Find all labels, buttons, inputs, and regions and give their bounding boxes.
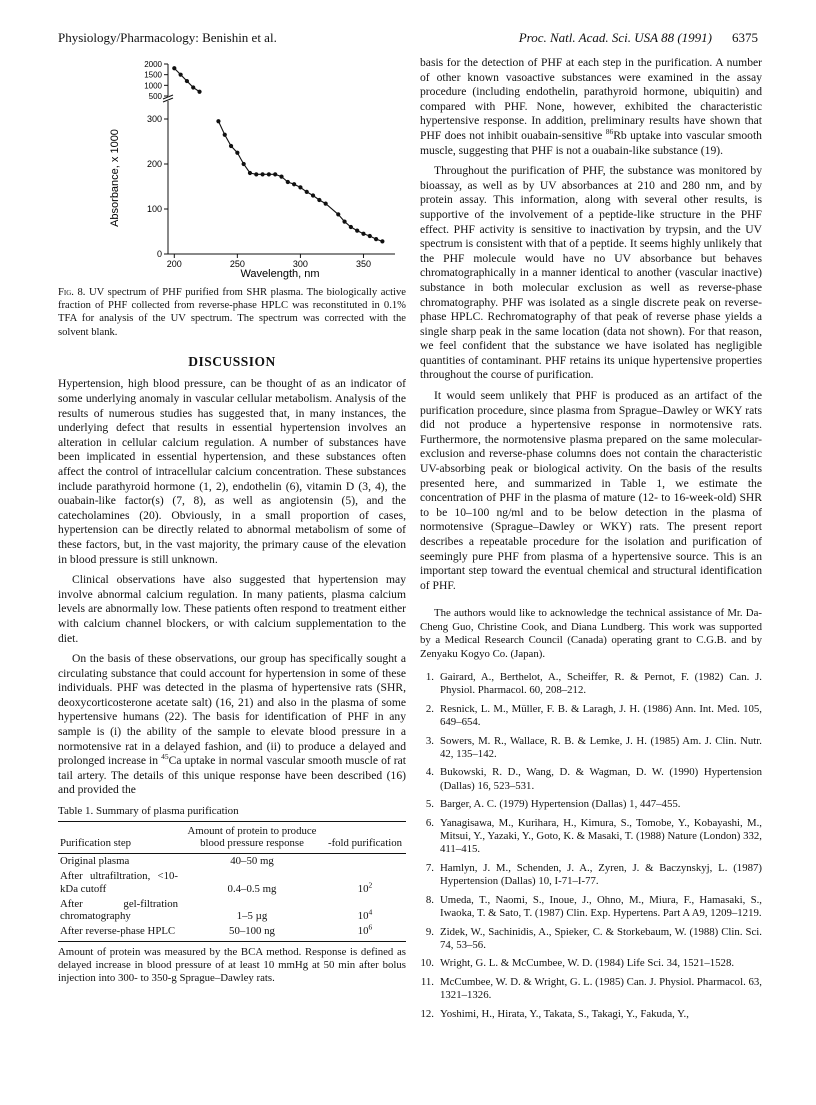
reference-item: 9. Zidek, W., Sachinidis, A., Spieker, C. & Storkebaum, W. (1988) Clin. Sci. 74, 53–56. <box>425 925 762 951</box>
y-tick-label: 1000 <box>144 81 162 91</box>
x-tick-label: 250 <box>229 259 245 269</box>
x-tick-label: 350 <box>355 259 371 269</box>
reference-item: 4. Bukowski, R. D., Wang, D. & Wagman, D. W. (1990) Hypertension (Dallas) 16, 523–531. <box>425 766 762 792</box>
reference-item: 12. Yoshimi, H., Hirata, Y., Takata, S., Takagi, Y., Fakuda, Y., <box>420 1007 689 1020</box>
data-point <box>317 198 321 202</box>
data-point <box>191 85 195 89</box>
figure-label: Fig. 8. <box>58 287 86 298</box>
reference-item: 8. Umeda, T., Naomi, S., Inoue, J., Ohno, M., Miura, F., Hamasaki, S., Iwaoka, T. & Sato, T. (1987) Clin. Exp. Hypertens. Part A A9, 1209–1219. <box>425 893 762 920</box>
data-point <box>286 180 290 184</box>
reference-item: 11. McCumbee, W. D. & Wright, G. L. (1985) Can. J. Physiol. Pharmacol. 63, 1321–1326. <box>420 975 762 1002</box>
data-point <box>197 90 201 94</box>
table-header-step: Purification step <box>58 821 180 854</box>
x-axis-label: Wavelength, nm <box>240 268 320 280</box>
reference-item: 1. Gairard, A., Berthelot, A., Scheiffer, R. & Pernot, F. (1982) Can. J. Physiol. Pharmacol. 60, 208–212. <box>425 671 762 697</box>
data-point <box>248 171 252 175</box>
x-tick-label: 300 <box>292 259 308 269</box>
data-point <box>380 239 384 243</box>
figure-8 <box>58 56 406 282</box>
purification-table <box>58 821 406 942</box>
figure-caption-text: UV spectrum of PHF purified from SHR plasma. The biologically active fraction of PHF collected from reverse-phase HPLC was reconstituted in 0.1% TFA for analysis of the UV spectrum. The spectrum was corrected with the solvent blank. <box>58 287 406 338</box>
data-point <box>342 220 346 224</box>
data-point <box>216 119 220 123</box>
data-point <box>185 79 189 83</box>
table-row: After ultrafiltration, <10-kDa cutoff 0.4–0.5 mg $10^2$ <box>60 870 373 895</box>
data-point <box>305 190 309 194</box>
data-point <box>223 133 227 137</box>
discussion-paragraph-1: Hypertension, high blood pressure, can be thought of as an indicator of some underlying anomaly in vascular cellular metabolism. Analysis of the results of numerous studies has suggested that, in many instances, the underlying defect that results in essential hypertension involves an alteration in cellular calcium regulation. A number of substances have been implicated in essential hypertension, and these substances often affect the control of intracellular calcium concentration. These substances include parathyroid hormone (1, 2), endothelin (6), vitamin D (3, 4), the ouabain-like factor(s) (7, 8), as well as angiotensin (5), and the catecholamines (20). Obviously, in a small proportion of cases, hypertension can be directly related to abnormal metabolism of some of these factors, but, in the vast majority, the primary cause of the elevation in blood pressure is still unknown. <box>58 377 406 566</box>
data-point <box>279 175 283 179</box>
data-point <box>349 225 353 229</box>
data-point <box>292 182 296 186</box>
table-header-fold: -fold purification <box>324 821 406 854</box>
table-header-amount: Amount of protein to produce blood pressure response <box>180 821 324 854</box>
data-point <box>242 162 246 166</box>
y-tick-label: 0 <box>156 249 162 259</box>
right-column <box>420 56 762 1026</box>
discussion-paragraph-5: Throughout the purification of PHF, the substance was monitored by bioassay, as well as by UV absorbances at 210 and 280 nm, and by protein assay. This information, along with several other results, is supportive of the involvement of a peptide-like structure in the PHF effect. PHF activity is sensitive to inactivation by trypsin, and the UV spectrum is consistent with that of a peptide. It seems highly unlikely that the PHF molecule would have no UV absorbance but behaves chromatographically in a manner identical to another (vascular inactive) substance in both molecular exclusion as well as reverse-phase chromatography. PHF was isolated as a single discrete peak on reverse-phase HPLC. Rechromatography of that peak of reverse phase yields a single sharp peak in the same location (data not shown). For that reason, we feel confident that the substance we have isolated has negligible quantities of contaminant. PHF retains its unique hypertensive properties throughout the course of purification. <box>420 164 762 382</box>
data-point <box>179 73 183 77</box>
y-tick-label: 100 <box>146 204 162 214</box>
acknowledgment: The authors would like to acknowledge the technical assistance of Mr. Da-Cheng Guo, Christine Cook, and Diana Lundberg. This work was supported by a Medical Research Council (Canada) operating grant to C.G.B. and by Zenyaku Kogyo Co. (Japan). <box>420 607 762 660</box>
data-point <box>368 234 372 238</box>
data-point <box>374 237 378 241</box>
table-row: Original plasma 40–50 mg <box>60 855 274 868</box>
data-point <box>311 193 315 197</box>
running-head-left: Physiology/Pharmacology: Benishin et al. <box>58 30 277 45</box>
discussion-paragraph-4: basis for the detection of PHF at each step in the purification. A number of other known vasoactive substances were examined in the assay procedure (including endothelin, parathyroid hormone, ubiquitin) and compared with PHF. None, however, exhibited the characteristic hypertensive response. In addition, preliminary results have shown that PHF does not inhibit ouabain-sensitive $^{86}$Rb uptake into vascular smooth muscle, suggesting that PHF is not a ouabain-like substance (19). <box>420 56 762 157</box>
data-point <box>336 212 340 216</box>
data-point <box>361 232 365 236</box>
data-point <box>355 229 359 233</box>
uv-spectrum-chart <box>58 56 406 282</box>
data-point <box>172 66 176 70</box>
running-head-right <box>519 30 758 46</box>
reference-item: 7. Hamlyn, J. M., Schenden, J. A., Zyren, J. & Baczynskyj, L. (1987) Hypertension (Dallas) 10, I-71–I-77. <box>425 861 762 888</box>
data-point <box>267 172 271 176</box>
reference-list <box>420 671 762 1021</box>
data-point <box>324 202 328 206</box>
y-tick-label: 2000 <box>144 60 162 69</box>
reference-item: 5. Barger, A. C. (1979) Hypertension (Dallas) 1, 447–455. <box>425 798 681 811</box>
data-point <box>260 172 264 176</box>
data-point <box>254 172 258 176</box>
spectrum-line <box>218 121 382 241</box>
table-row: After gel-filtration chromatography 1–5 µg $10^4$ <box>60 897 373 923</box>
reference-item: 10. Wright, G. L. & McCumbee, W. D. (1984) Life Sci. 34, 1521–1528. <box>420 957 735 970</box>
figure-caption <box>58 286 406 339</box>
table-footnote: Amount of protein was measured by the BCA method. Response is defined as delayed increase in blood pressure of at least 10 mmHg at 50 min after bolus injection into 300- to 350-g Sprague–Dawley rats. <box>58 946 406 985</box>
journal-citation: Proc. Natl. Acad. Sci. USA 88 (1991) <box>518 30 712 45</box>
page-number: 6375 <box>732 30 758 45</box>
discussion-paragraph-3: On the basis of these observations, our group has specifically sought a circulating substance that could account for hypertension in some of these individuals. PHF was detected in the plasma of hypertensive rats (SHR, deoxycorticosterone acetate salt) (16, 21) and also in the plasma of some hypertensive humans (22). The basis for identification of PHF in any sample is (i) the ability of the sample to elevate blood pressure in a normotensive rat in a delayed fashion, and (ii) to produce a delayed and prolonged increase in $^{45}$Ca uptake in normal vascular smooth muscle of rat tail artery. The details of this unique response have been described (16) and provided the <box>58 652 406 797</box>
running-head <box>58 30 758 50</box>
discussion-heading: DISCUSSION <box>188 353 276 369</box>
table-row: After reverse-phase HPLC 50–100 ng $10^6$ <box>58 924 406 941</box>
y-tick-label: 1500 <box>144 70 162 80</box>
discussion-paragraph-6: It would seem unlikely that PHF is produced as an artifact of the purification procedure, since plasma from Sprague–Dawley or WKY rats did not produce a hypertensive response in normotensive rats. Furthermore, the normotensive plasma prepared on the same molecular-exclusion and reverse-phase columns does not contain the characteristic UV-absorbing peak or biological activity. On the basis of the results presented here, and summarized in Table 1, we estimate the concentration of PHF in the plasma of mature (12- to 16-week-old) SHR to be 10–100 ng/ml and to be below detection in the plasma of normotensive (Sprague–Dawley or WKY) rats. The present report describes a repeatable procedure for the isolation and purification of seemingly pure PHF from plasma of a hypertensive source. This is an important step toward the eventual chemical and structural identification of PHF. <box>420 389 762 592</box>
y-tick-label: 300 <box>146 114 162 124</box>
y-tick-label: 200 <box>146 159 162 169</box>
data-point <box>298 185 302 189</box>
reference-item: 6. Yanagisawa, M., Kurihara, H., Kimura, S., Tomobe, Y., Kobayashi, M., Mitsui, Y., Yazaki, Y., Goto, K. & Masaki, T. (1988) Nature (London) 332, 411–415. <box>425 816 762 856</box>
reference-item: 2. Resnick, L. M., Müller, F. B. & Laragh, J. H. (1986) Ann. Int. Med. 105, 649–654. <box>425 702 762 729</box>
reference-item: 3. Sowers, M. R., Wallace, R. B. & Lemke, J. H. (1985) Am. J. Clin. Nutr. 42, 135–142. <box>425 734 762 761</box>
x-tick-label: 200 <box>166 259 182 269</box>
data-point <box>235 151 239 155</box>
y-axis-label: Absorbance, x 1000 <box>109 129 121 227</box>
discussion-paragraph-2: Clinical observations have also suggested that hypertension may involve abnormal calcium regulation. In many patients, plasma calcium levels are abnormally low. These patients often respond to treatment either with calcium channel blockers, or with calcium supplementation to the diet. <box>58 573 406 645</box>
left-column <box>58 56 406 986</box>
data-point <box>273 172 277 176</box>
data-point <box>229 144 233 148</box>
y-tick-label: 500 <box>148 92 162 101</box>
table-1-title: Table 1. Summary of plasma purification <box>58 805 239 818</box>
